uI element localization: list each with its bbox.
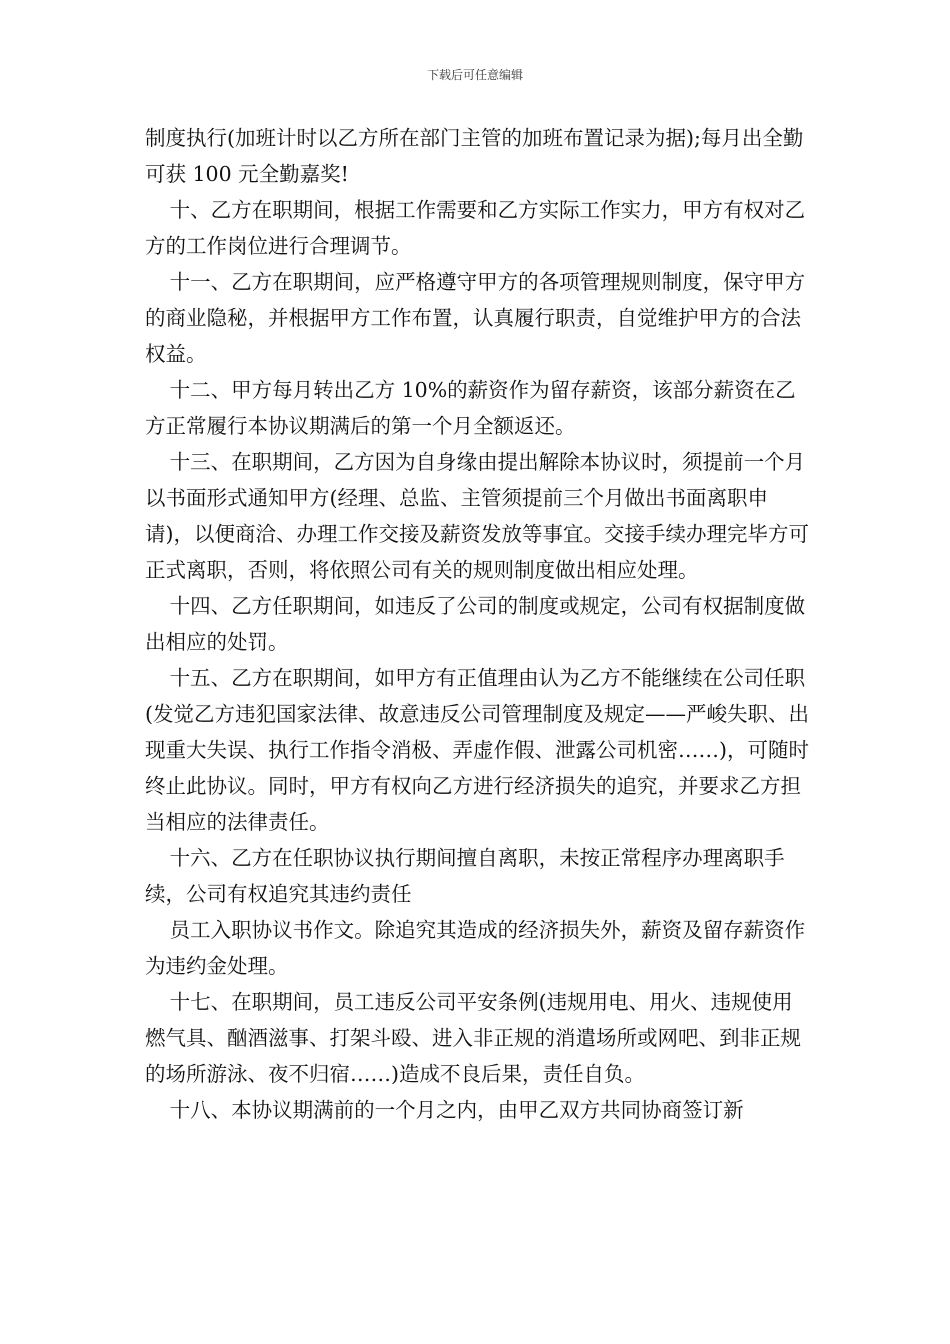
paragraph-clause-16: 十六、乙方在任职协议执行期间擅自离职，未按正常程序办理离职手续，公司有权追究其违约责任	[145, 846, 785, 906]
paragraph-clause-11: 十一、乙方在职期间，应严格遵守甲方的各项管理规则制度，保守甲方的商业隐秘，并根据甲方工作布置，认真履行职责，自觉维护甲方的合法权益。	[145, 270, 806, 366]
paragraph-clause-13: 十三、在职期间，乙方因为自身缘由提出解除本协议时，须提前一个月以书面形式通知甲方(经理、总监、主管须提前三个月做出书面离职申请)，以便商洽、办理工作交接及薪资发放等事宜。交接手续办理完毕方可正式离职，否则，将依照公司有关的规则制度做出相应处理。	[145, 450, 809, 582]
paragraph-clause-18: 十八、本协议期满前的一个月之内，由甲乙双方共同协商签订新	[169, 1098, 744, 1122]
paragraph-clause-15: 十五、乙方在职期间，如甲方有正值理由认为乙方不能继续在公司任职(发觉乙方违犯国家法律、故意违反公司管理制度及规定——严峻失职、出现重大失误、执行工作指令消极、弄虚作假、泄露公司机密……)，可随时终止此协议。同时，甲方有权向乙方进行经济损失的追究，并要求乙方担当相应的法律责任。	[145, 666, 809, 834]
document-body	[145, 120, 810, 1128]
paragraph-clause-14: 十四、乙方任职期间，如违反了公司的制度或规定，公司有权据制度做出相应的处罚。	[145, 594, 806, 654]
paragraph-clause-12: 十二、甲方每月转出乙方 10%的薪资作为留存薪资，该部分薪资在乙方正常履行本协议期满后的第一个月全额返还。	[145, 378, 796, 438]
paragraph-continuation: 制度执行(加班计时以乙方所在部门主管的加班布置记录为据);每月出全勤可获 100 元全勤嘉奖!	[145, 126, 804, 186]
paragraph-clause-10: 十、乙方在职期间，根据工作需要和乙方实际工作实力，甲方有权对乙方的工作岗位进行合理调节。	[145, 198, 806, 258]
page-header: 下载后可任意编辑	[426, 68, 523, 82]
paragraph-clause-17: 十七、在职期间，员工违反公司平安条例(违规用电、用火、违规使用燃气具、酗酒滋事、打架斗殴、进入非正规的消遣场所或网吧、到非正规的场所游泳、夜不归宿……)造成不良后果，责任自负。	[145, 990, 801, 1086]
paragraph-clause-16-continued: 员工入职协议书作文。除追究其造成的经济损失外，薪资及留存薪资作为违约金处理。	[145, 918, 806, 978]
